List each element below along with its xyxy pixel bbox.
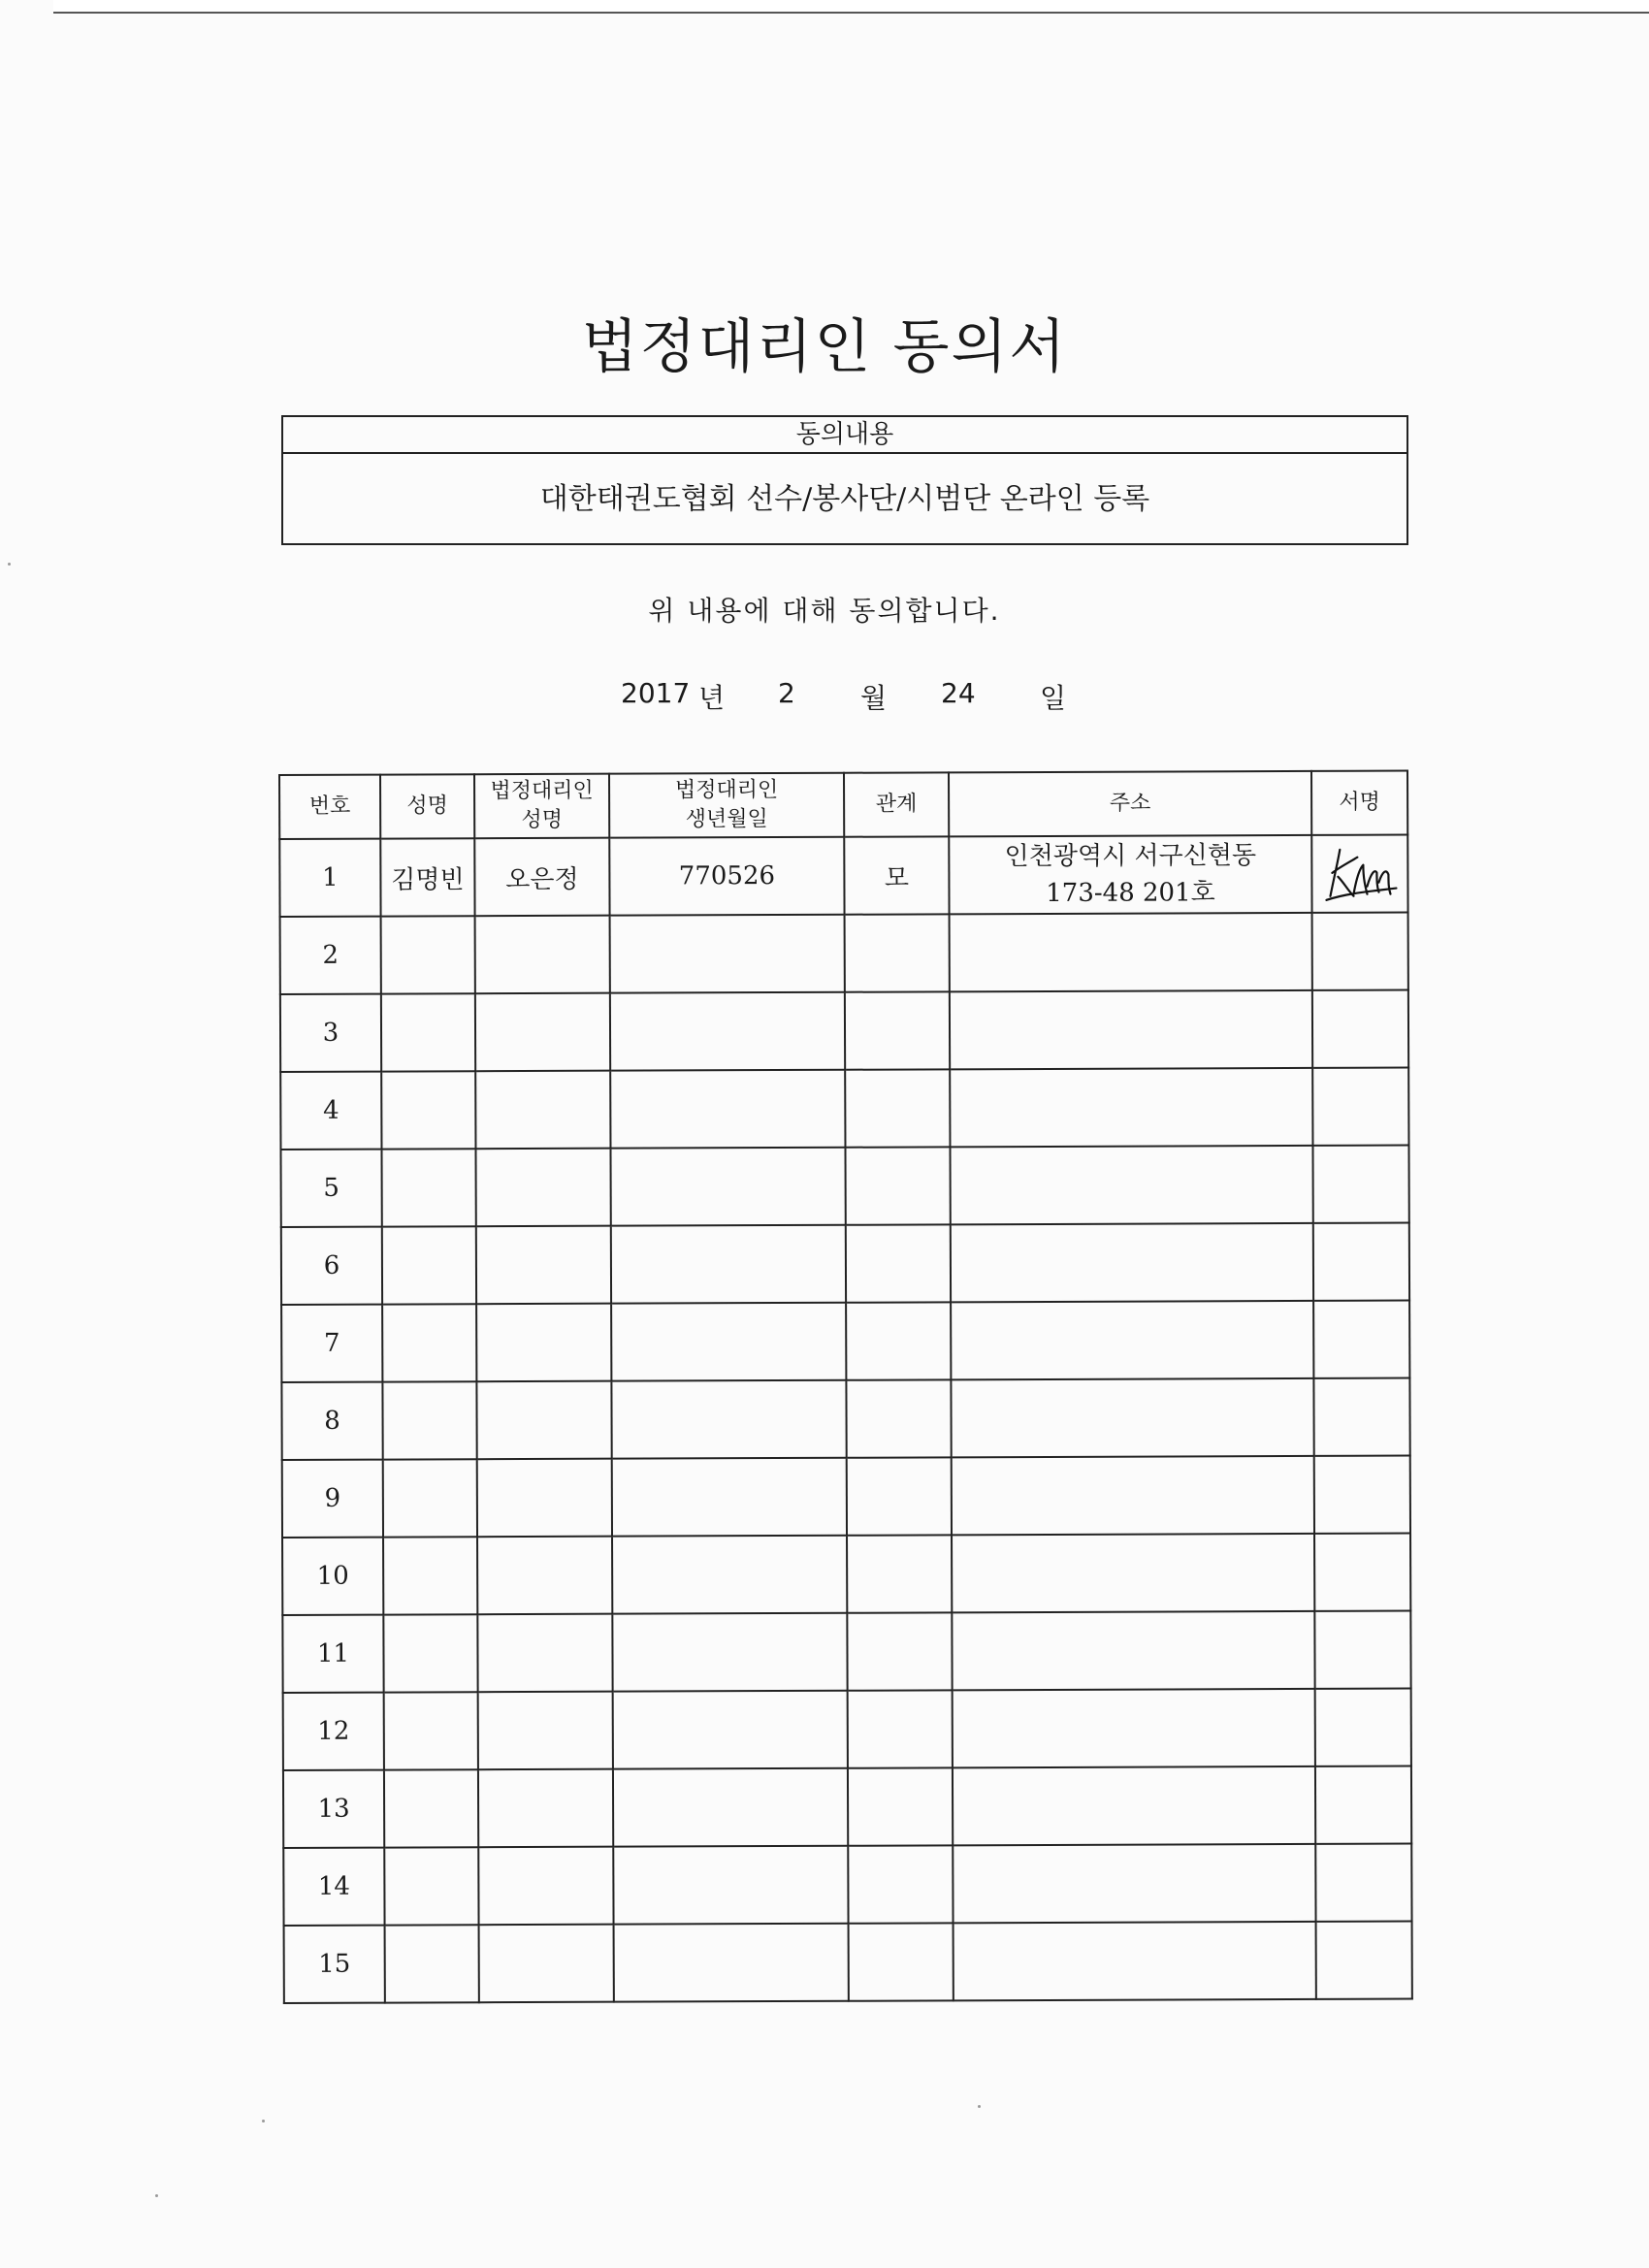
scan-speck <box>978 2105 981 2108</box>
row-no: 13 <box>283 1770 384 1848</box>
row-address <box>949 835 1311 914</box>
row-no: 2 <box>280 917 381 994</box>
header-guardian-name-line1: 법정대리인 <box>490 778 594 804</box>
header-guardian-name <box>474 774 609 839</box>
row-relation: 모 <box>844 836 949 914</box>
table-row <box>282 1534 1410 1615</box>
row-no: 1 <box>279 839 380 917</box>
row-name: 김명빈 <box>380 838 474 916</box>
header-guardian-name-line2: 성명 <box>521 807 563 833</box>
date-year: 2017 <box>621 677 691 709</box>
row-address-line1: 인천광역시 서구신현동 <box>1004 841 1257 872</box>
row-no: 8 <box>281 1382 382 1460</box>
date-month: 2 <box>778 677 795 709</box>
header-guardian-birth-line1: 법정대리인 <box>674 778 779 803</box>
table-row <box>283 1844 1411 1926</box>
row-no: 9 <box>282 1460 383 1538</box>
consent-content: 대한태권도협회 선수/봉사단/시범단 온라인 등록 <box>539 482 1150 516</box>
handwritten-signature <box>1318 844 1402 904</box>
scan-speck <box>155 2194 158 2197</box>
row-address-line2: 173-48 201호 <box>1046 878 1215 908</box>
table-row <box>280 1146 1408 1227</box>
date-year-unit: 년 <box>698 682 726 714</box>
table-row <box>280 990 1408 1072</box>
table-row <box>281 1301 1409 1382</box>
table-row <box>280 1068 1408 1150</box>
row-signature <box>1311 835 1407 913</box>
row-no: 7 <box>281 1305 382 1382</box>
agreement-statement: 위 내용에 대해 동의합니다. <box>648 595 1001 627</box>
header-no: 번호 <box>279 775 380 839</box>
document-title: 법정대리인 동의서 <box>581 313 1068 382</box>
row-no: 4 <box>280 1072 381 1150</box>
header-guardian-birth <box>609 773 844 838</box>
table-row <box>281 1223 1409 1305</box>
table-row <box>283 1689 1411 1770</box>
header-guardian-birth-line2: 생년월일 <box>685 807 768 832</box>
scan-speck <box>8 563 11 566</box>
header-name: 성명 <box>380 774 474 838</box>
table-header-row <box>279 771 1407 839</box>
row-guardian-birth: 770526 <box>609 837 844 916</box>
date-day-unit: 일 <box>1040 682 1067 714</box>
table-row <box>284 1922 1412 2003</box>
row-no: 15 <box>284 1926 385 2003</box>
date-day: 24 <box>941 677 976 709</box>
consent-box <box>281 415 1408 545</box>
row-no: 3 <box>280 994 381 1072</box>
table-row <box>282 1456 1410 1538</box>
header-signature: 서명 <box>1311 771 1407 835</box>
table-row <box>279 835 1407 917</box>
scan-page-edge <box>53 0 1649 14</box>
row-no: 6 <box>281 1227 382 1305</box>
table-row <box>281 1378 1409 1460</box>
scan-speck <box>262 2120 265 2122</box>
table-row <box>282 1611 1410 1693</box>
row-no: 11 <box>282 1615 383 1693</box>
header-address: 주소 <box>949 771 1311 836</box>
table-row <box>283 1766 1411 1848</box>
row-no: 14 <box>283 1848 384 1926</box>
row-no: 5 <box>280 1150 381 1227</box>
header-relation: 관계 <box>844 772 949 836</box>
date-month-unit: 월 <box>860 682 888 714</box>
table-row <box>280 913 1408 994</box>
row-no: 12 <box>283 1693 384 1770</box>
row-guardian-name: 오은정 <box>474 838 609 917</box>
row-no: 10 <box>282 1538 383 1615</box>
guardian-roster-table <box>278 770 1413 2004</box>
consent-heading: 동의내용 <box>283 417 1406 454</box>
